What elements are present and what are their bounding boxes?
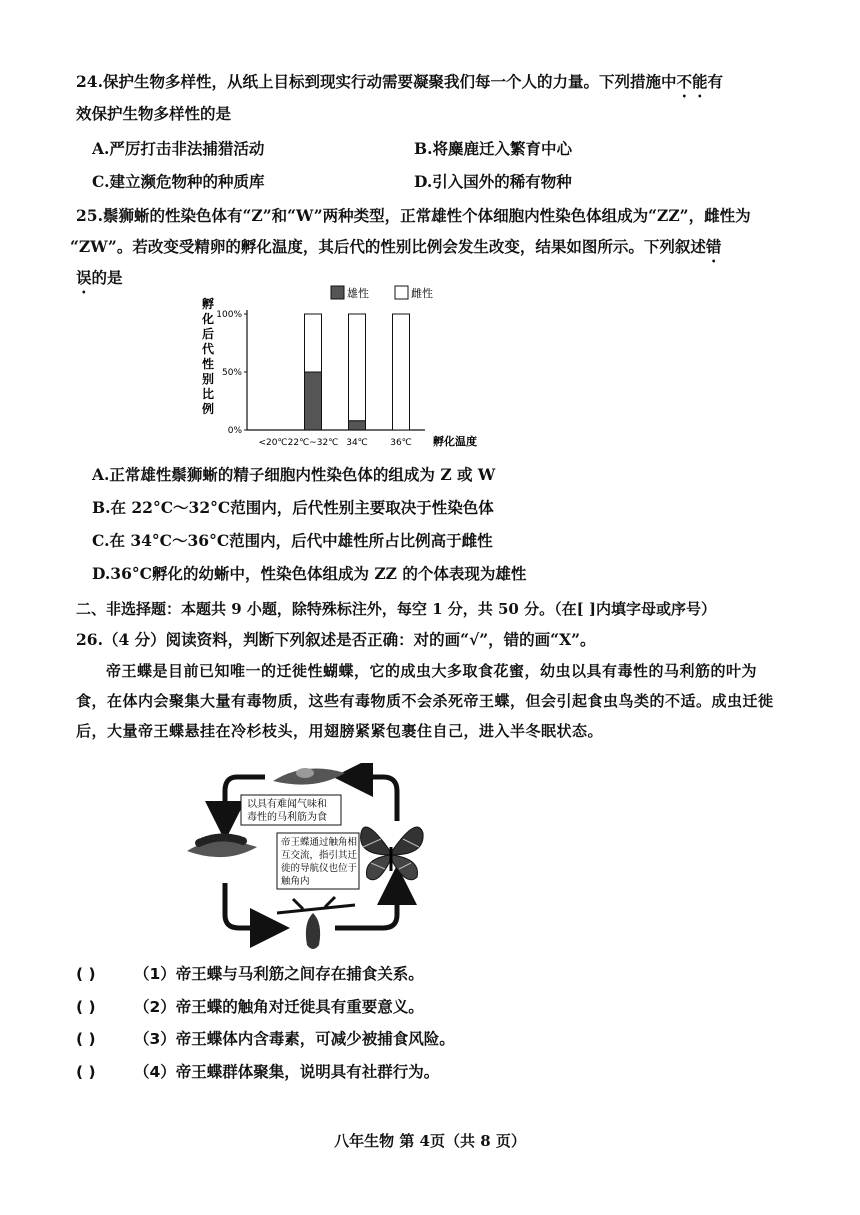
q25-option-c: C.在 34°C～36°C范围内，后代中雄性所占比例高于雌性 [92,531,493,550]
chrysalis-icon [277,897,355,949]
callout-food [241,795,341,825]
x-tick-label: 22℃~32℃ [287,438,339,448]
monarch-lifecycle-figure [185,763,425,953]
y-label-char: 化 [201,312,215,326]
q25-option-d: D.36°C孵化的幼蜥中，性染色体组成为 ZZ 的个体表现为雄性 [92,564,527,583]
q26-item-3: ( ) （3）帝王蝶体内含毒素，可减少被捕食风险。 [76,1030,455,1048]
bar-female [349,314,366,421]
y-label-char: 后 [201,327,215,341]
q26-item-1: ( ) （1）帝王蝶与马利筋之间存在捕食关系。 [76,965,424,983]
legend-label: 雌性 [411,287,433,300]
chart-legend [331,286,433,300]
y-label-char: 例 [201,402,215,416]
answer-paren-1[interactable]: ( ) [76,965,96,983]
y-tick-label: 0% [227,426,242,436]
legend-swatch-female [395,286,408,299]
q26-item-2: ( ) （2）帝王蝶的触角对迁徙具有重要意义。 [76,998,424,1016]
callout-antenna [277,833,359,889]
q26-item-4: ( ) （4）帝王蝶群体聚集，说明具有社群行为。 [76,1063,440,1081]
y-label-char: 孵 [201,297,215,311]
x-axis-label: 孵化温度 [433,435,477,448]
q24-stem-line2: 效保护生物多样性的是 [76,104,232,123]
svg-text:毒性的马利筋为食: 毒性的马利筋为食 [247,812,327,823]
q26-title: 26.（4 分）阅读资料，判断下列叙述是否正确：对的画“√”，错的画“X”。 [76,630,596,649]
y-label-char: 比 [201,387,215,401]
x-tick-label: <20℃ [258,438,288,448]
q25-stem-line3: 误的是 [76,268,123,287]
q24-option-a: A.严厉打击非法捕猎活动 [92,139,265,158]
y-tick-label: 100% [216,310,242,320]
bar-male [305,372,322,430]
chart-y-axis-label [201,296,215,416]
y-label-char: 别 [201,372,215,386]
svg-text:徙的导航仪也位于: 徙的导航仪也位于 [281,863,358,874]
legend-label: 雄性 [347,287,369,300]
answer-paren-4[interactable]: ( ) [76,1063,96,1081]
y-label-char: 代 [201,342,215,356]
caterpillar-icon [187,837,257,857]
butterfly-icon [361,827,424,880]
svg-text:触角内: 触角内 [281,876,310,887]
q24-emphasis: 不能 [676,72,708,91]
svg-text:以具有难闻气味和: 以具有难闻气味和 [247,799,327,810]
cycle-arrow-top-right [353,777,397,821]
x-tick-label: 34℃ [346,438,368,448]
q24-stem-line1: 24.保护生物多样性，从纸上目标到现实行动需要凝聚我们每一个人的力量。下列措施中不能有 [76,72,724,91]
q24-option-b: B.将麋鹿迁入繁育中心 [414,139,572,158]
section2-title: 二、非选择题：本题共 9 小题，除特殊标注外，每空 1 分，共 50 分。（在[ ]内填字母或序号） [76,600,717,618]
svg-text:帝王蝶通过触角相: 帝王蝶通过触角相 [281,837,358,848]
q25-stem-line2: “ZW”。若改变受精卵的孵化温度，其后代的性别比例会发生改变，结果如图所示。下列叙述错 [70,237,722,256]
bar-female [305,314,322,372]
q24-option-d: D.引入国外的稀有物种 [414,172,572,191]
sex-ratio-chart [195,280,495,450]
q25-stem-line1: 25.鬃狮蜥的性染色体有“Z”和“W”两种类型，正常雄性个体细胞内性染色体组成为“ZZ”，雌性为 [76,206,751,225]
page-footer: 八年生物 第 4页（共 8 页） [334,1132,526,1150]
y-tick-label: 50% [221,368,242,378]
answer-paren-2[interactable]: ( ) [76,998,96,1016]
svg-text:互交流，指引其迁: 互交流，指引其迁 [281,850,358,861]
x-tick-label: 36℃ [390,438,412,448]
q26-passage: 帝王蝶是目前已知唯一的迁徙性蝴蝶，它的成虫大多取食花蜜，幼虫以具有毒性的马利筋的叶为食，在体内会聚集大量有毒物质，这些有毒物质不会杀死帝王蝶，但会引起食虫鸟类的不适。成虫迁徙后，大量帝王蝶悬挂在冷杉枝头，用翅膀紧紧包裹住自己，进入半冬眠状态。 [76,662,774,740]
leaf-with-egg-icon [273,768,345,785]
q24-option-c: C.建立濒危物种的种质库 [92,172,265,191]
q25-option-a: A.正常雄性鬃狮蜥的精子细胞内性染色体的组成为 Z 或 W [92,465,496,484]
bar-female [393,314,410,430]
legend-swatch-male [331,286,344,299]
answer-paren-3[interactable]: ( ) [76,1030,96,1048]
bar-male [349,421,366,430]
cycle-arrow-bottom-left [225,883,270,928]
y-label-char: 性 [201,357,215,371]
q25-option-b: B.在 22°C～32°C范围内，后代性别主要取决于性染色体 [92,498,494,517]
chart-bars [258,314,477,448]
